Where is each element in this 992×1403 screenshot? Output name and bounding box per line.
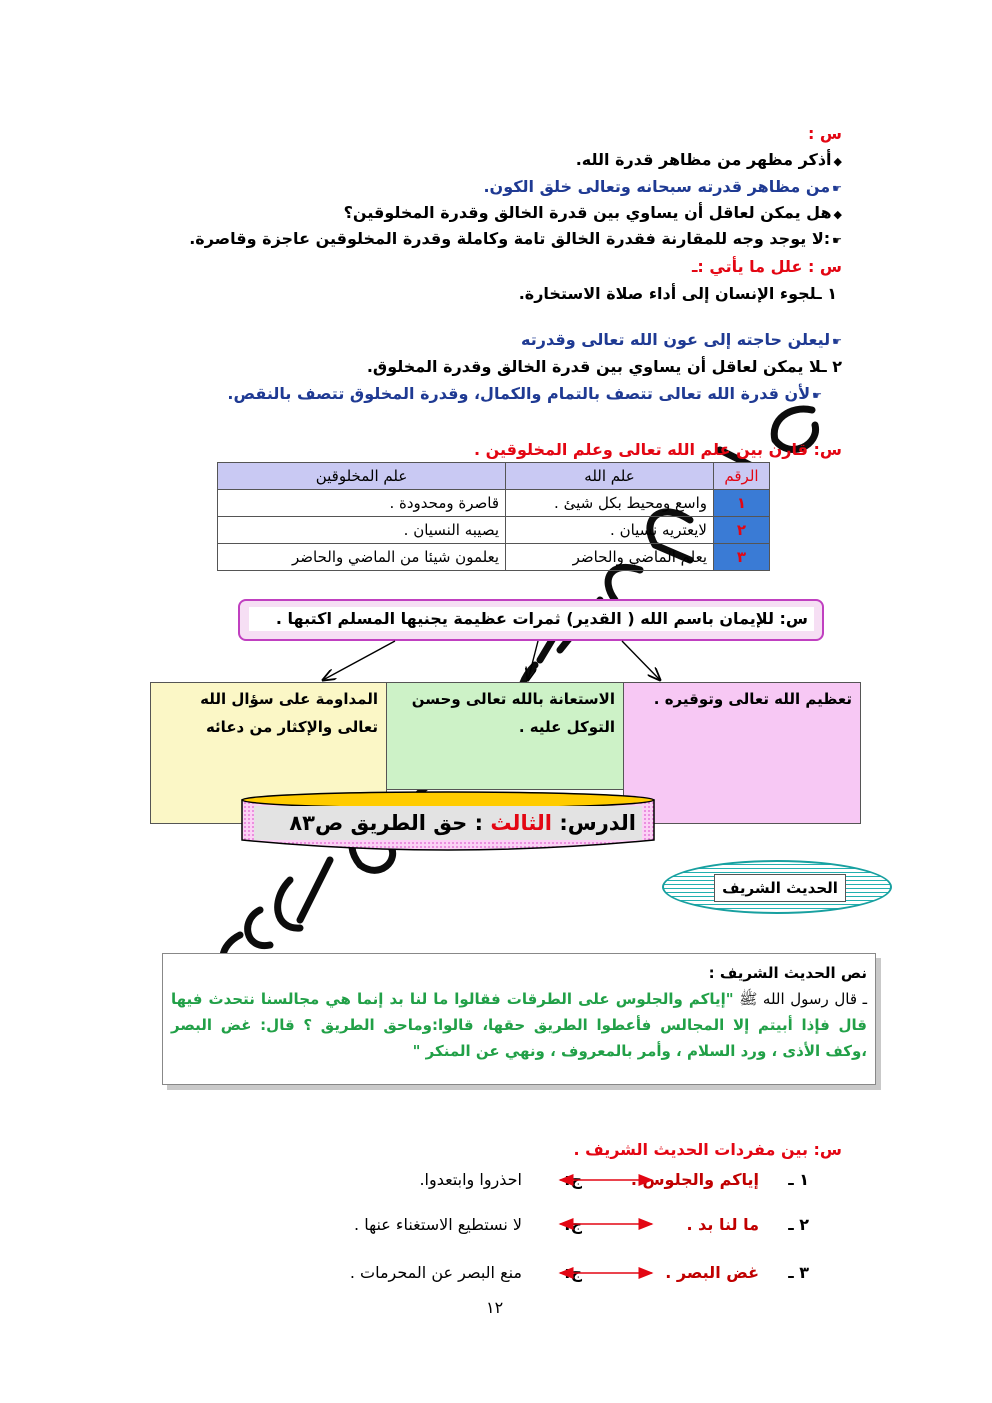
justify-answer-2: ☛لأن قدرة الله تعالى تتصف بالتمام والكمال، وقدرة المخلوق تتصف بالنقص. bbox=[227, 384, 822, 403]
vocab-arrows bbox=[0, 1160, 992, 1290]
cell-creatures: قاصرة ومحدودة . bbox=[218, 490, 506, 517]
justify-answer-1: ☛ليعلن حاجته إلى عون الله تعالى وقدرته bbox=[521, 330, 842, 349]
row-number: ١ bbox=[714, 490, 770, 517]
hadith-badge-label: الحديث الشريف bbox=[714, 874, 846, 902]
pointing-hand-icon: ☛ bbox=[812, 389, 822, 402]
row-number: ٣ bbox=[714, 544, 770, 571]
compare-question: س: قارن بين علم الله تعالى وعلم المخلوقين . bbox=[473, 440, 842, 459]
header-god-knowledge: علم الله bbox=[506, 463, 714, 490]
cell-god: يعلم الماضي والحاضر bbox=[506, 544, 714, 571]
vocab-word-2: ما لنا بد . bbox=[686, 1215, 759, 1234]
vocab-answer-label: ج: bbox=[564, 1170, 582, 1189]
pointing-hand-icon: ☛ bbox=[832, 182, 842, 195]
vocab-answer-label: ج: bbox=[564, 1215, 582, 1234]
cell-god: واسع ومحيط بكل شيئ . bbox=[506, 490, 714, 517]
vocab-question: س: بين مفردات الحديث الشريف . bbox=[573, 1140, 842, 1159]
diamond-bullet-icon: ◆ bbox=[833, 155, 842, 168]
fruit-item-2: الاستعانة بالله تعالى وحسن التوكل عليه . bbox=[386, 682, 624, 790]
arrow-right bbox=[622, 641, 660, 680]
arrow-middle bbox=[528, 641, 538, 680]
vocab-meaning-1: احذروا وابتعدوا. bbox=[419, 1170, 522, 1189]
pointing-hand-icon: ☛ bbox=[832, 234, 842, 247]
vocab-num-1: ١ ـ bbox=[788, 1170, 809, 1189]
justify-item-2: ٢ ـلا يمكن لعاقل أن يساوي بين قدرة الخالق وقدرة المخلوق. bbox=[366, 357, 842, 376]
hadith-badge bbox=[662, 860, 892, 914]
vocab-word-1: إياكم والجلوس . bbox=[630, 1170, 759, 1189]
question-2: ◆هل يمكن لعاقل أن يساوي بين قدرة الخالق وقدرة المخلوقين؟ bbox=[343, 203, 842, 222]
vocab-num-2: ٢ ـ bbox=[788, 1215, 809, 1234]
cell-creatures: يصيبه النسيان . bbox=[218, 517, 506, 544]
lesson-title-drum bbox=[240, 790, 656, 852]
vocab-meaning-2: لا نستطيع الاستغناء عنها . bbox=[354, 1215, 522, 1234]
question-label: س : bbox=[807, 124, 842, 143]
diamond-bullet-icon: ◆ bbox=[833, 208, 842, 221]
justify-item-1: ١ ـلجوء الإنسان إلى أداء صلاة الاستخارة. bbox=[518, 284, 837, 303]
hadith-box bbox=[162, 953, 876, 1085]
header-creatures-knowledge: علم المخلوقين bbox=[218, 463, 506, 490]
arrow-left bbox=[323, 641, 395, 680]
pointing-hand-icon: ☛ bbox=[832, 335, 842, 348]
cell-creatures: يعلمون شيئا من الماضي والحاضر bbox=[218, 544, 506, 571]
vocab-meaning-3: منع البصر عن المحرمات . bbox=[349, 1263, 522, 1282]
cell-god: لايعتريه نسيان . bbox=[506, 517, 714, 544]
answer-2: ☛:لا يوجد وجه للمقارنة فقدرة الخالق تامة وكاملة وقدرة المخلوقين عاجزة وقاصرة. bbox=[189, 229, 842, 248]
vocab-num-3: ٣ ـ bbox=[788, 1263, 809, 1282]
vocab-word-3: غض البصر . bbox=[665, 1263, 759, 1282]
hadith-text: ـ قال رسول الله ﷺ "إياكم والجلوس على الطرقات فقالوا ما لنا بد إنما هي مجالسنا نتحدث فيها قال فإذا أبيتم إلا المجالس فأعطوا الطريق حقها، قالوا:وماحق الطريق ؟ قال: غض البصر ،وكف الأذى ، ورد السلام ، وأمر بالمعروف ، ونهي عن المنكر " bbox=[171, 990, 867, 1060]
vocab-answer-label: ج: bbox=[564, 1263, 582, 1282]
branch-arrows bbox=[0, 0, 992, 700]
hadith-title: نص الحديث الشريف : bbox=[708, 964, 867, 982]
answer-1: ☛من مظاهر قدرته سبحانه وتعالى خلق الكون. bbox=[483, 177, 842, 196]
fruits-question: س: للإيمان باسم الله ( القدير) ثمرات عظيمة يجنيها المسلم اكتبها . bbox=[249, 607, 814, 631]
page-number: ١٢ bbox=[486, 1298, 504, 1317]
fruit-item-1: تعظيم الله تعالى وتوقيره . bbox=[623, 682, 861, 824]
question-1: ◆أذكر مظهر من مظاهر قدرة الله. bbox=[575, 150, 842, 169]
fruit-item-3: المداومة على سؤال الله تعالى والإكثار من دعائه bbox=[150, 682, 387, 824]
row-number: ٢ bbox=[714, 517, 770, 544]
header-number: الرقم bbox=[714, 463, 770, 490]
justify-question-label: س : علل ما يأتي :ـ bbox=[691, 257, 842, 276]
lesson-title: الدرس: الثالث : حق الطريق ص٨٣ bbox=[289, 811, 636, 835]
